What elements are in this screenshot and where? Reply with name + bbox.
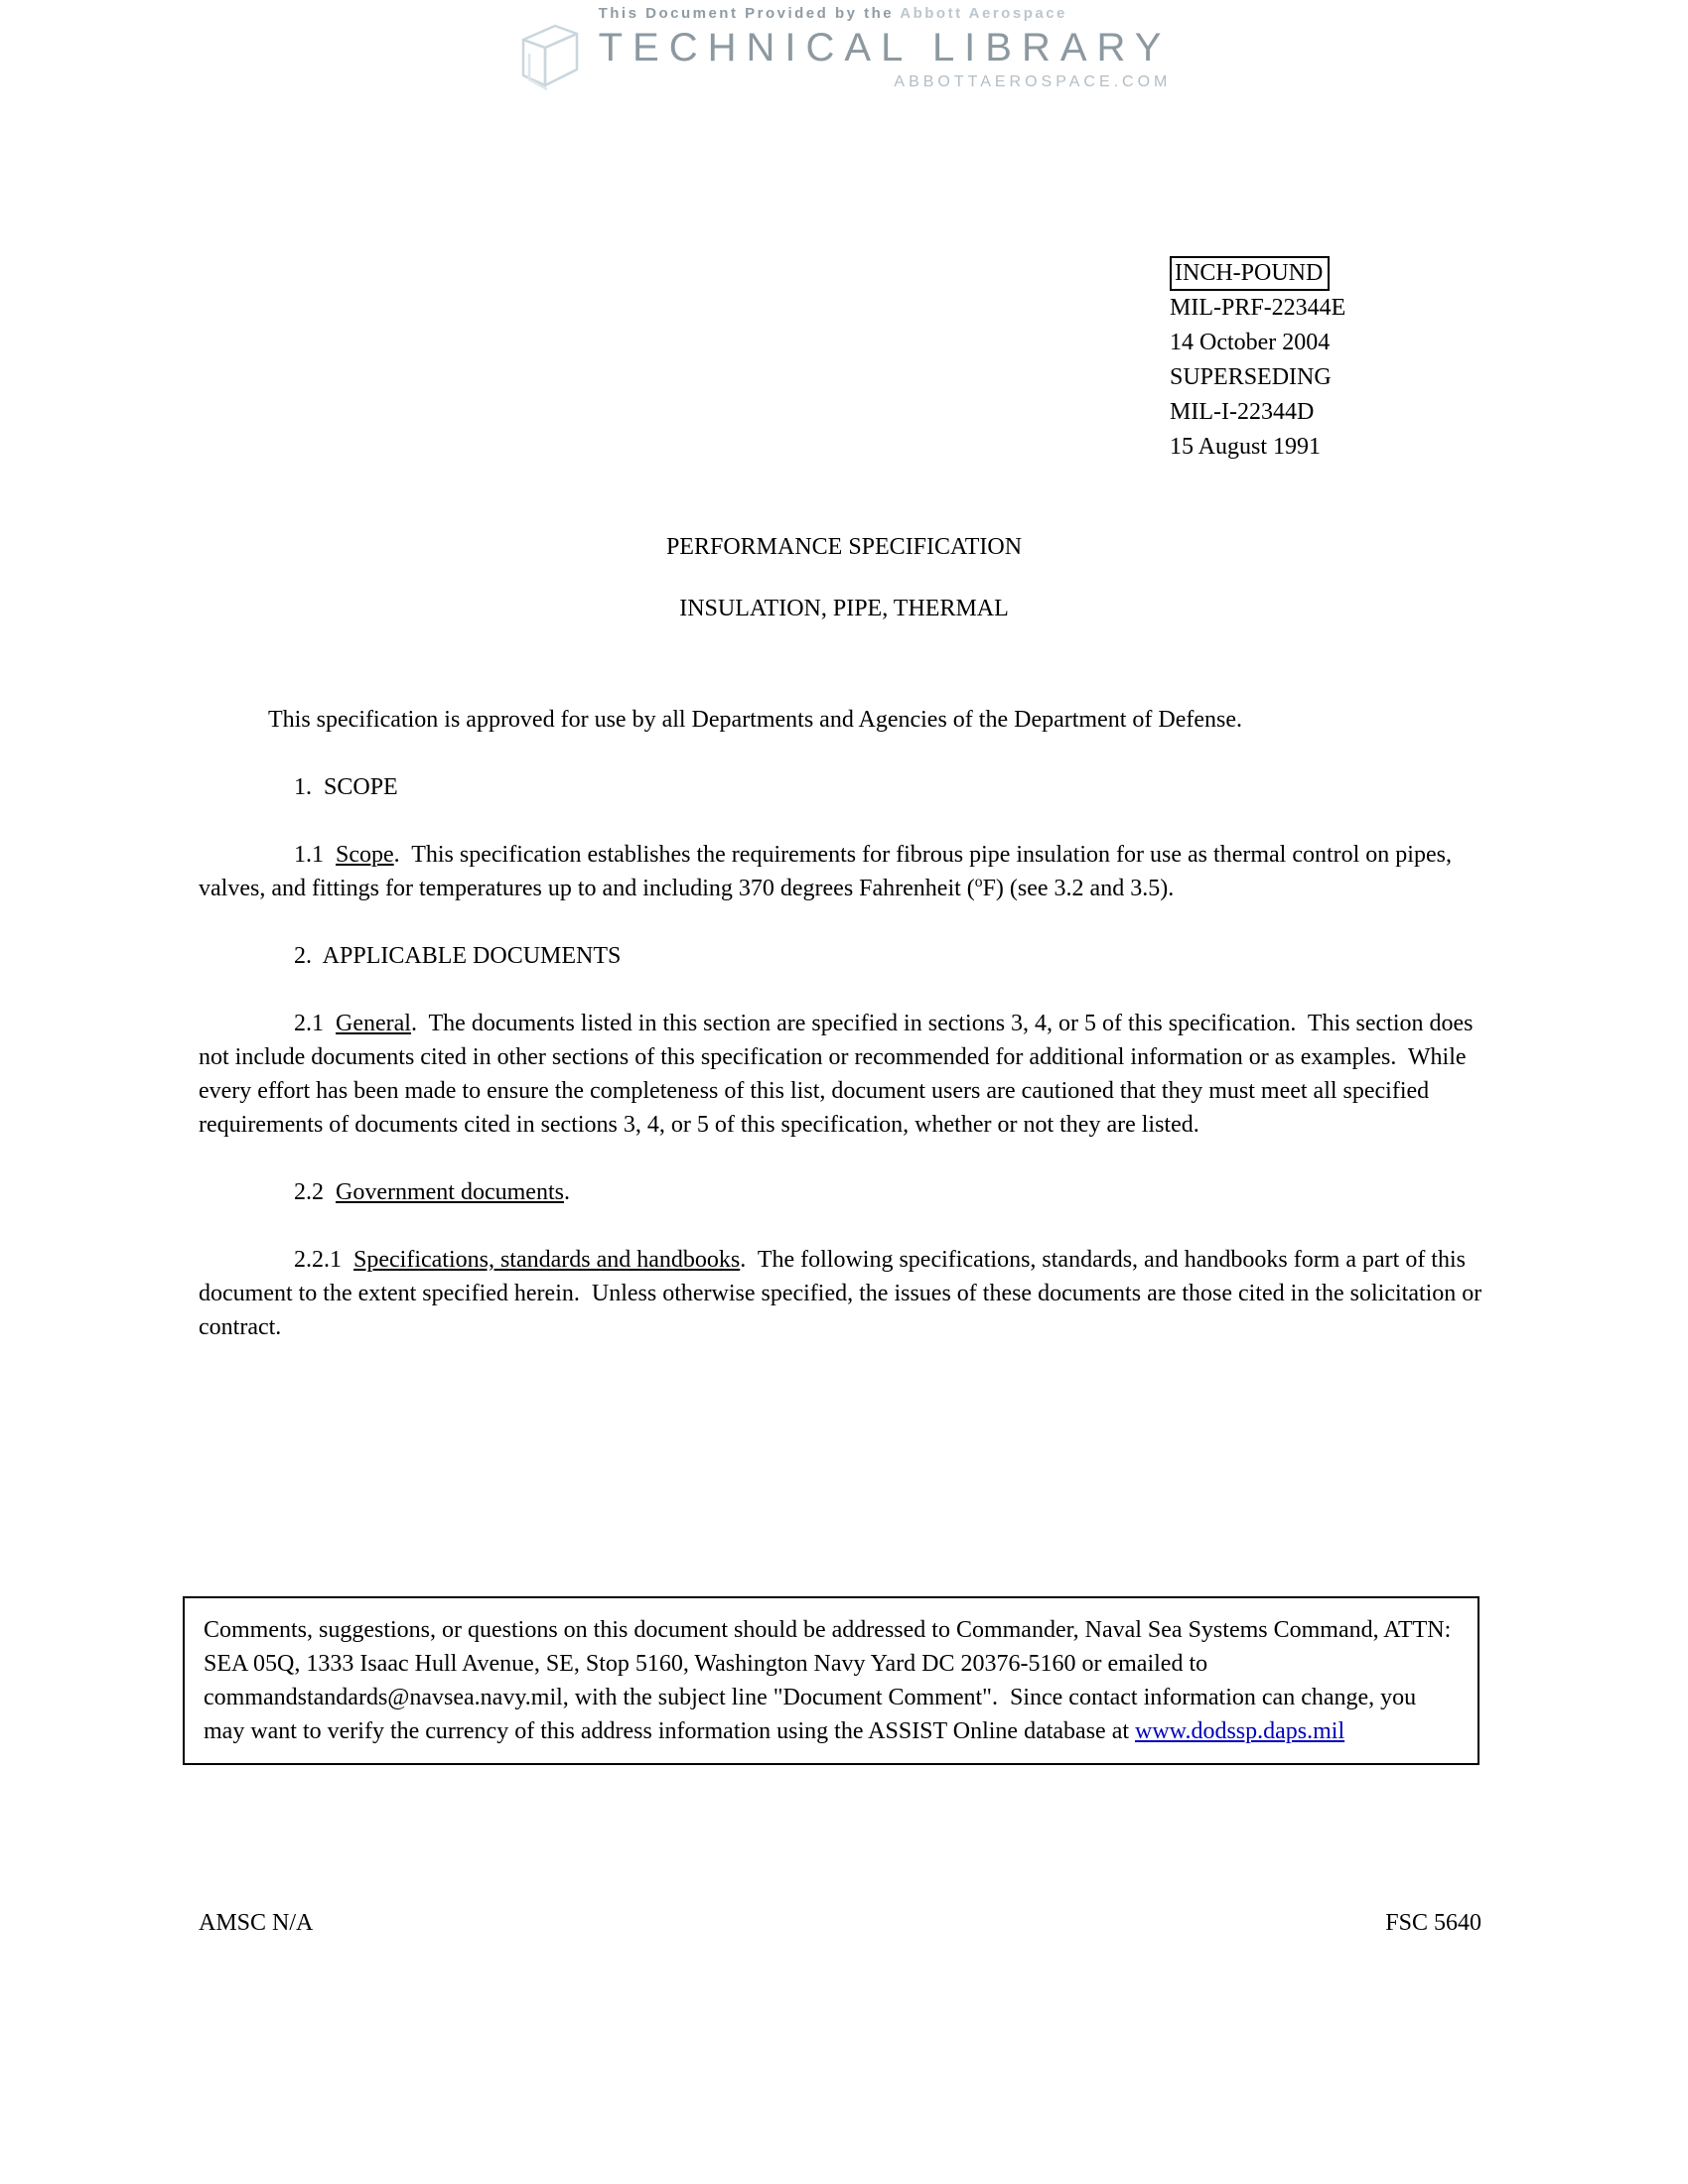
para-1-1-number: 1.1 (294, 842, 336, 868)
para-2-1-number: 2.1 (294, 1011, 336, 1036)
spec-subtitle: INSULATION, PIPE, THERMAL (679, 596, 1009, 621)
section-2-heading: 2. APPLICABLE DOCUMENTS (294, 943, 622, 969)
para-2-2-1-number: 2.2.1 (294, 1247, 353, 1273)
para-2-2-number: 2.2 (294, 1179, 336, 1205)
para-2-2 (199, 1175, 1489, 1209)
superseded-doc-date: 15 August 1991 (1170, 434, 1322, 460)
dodssp-link[interactable]: www.dodssp.daps.mil (1135, 1718, 1345, 1744)
inch-pound-box: INCH-POUND (1170, 256, 1330, 291)
para-1-1-lead: Scope (336, 842, 394, 868)
para-2-2-lead: Government documents (336, 1179, 564, 1205)
comment-box (183, 1596, 1479, 1765)
title-block (0, 530, 1688, 625)
comment-text: Comments, suggestions, or questions on this document should be addressed to Commander, Naval Sea Systems Command, ATTN: SEA 05Q, 1333 Isaac Hull Avenue, SE, Stop 5160, Washington Navy Yard DC 20376-5160 or emailed to commandstandards@navsea.navy.mil, with the subject line "Document Comment". Since contact information can change, you may want to verify the currency of this address information using the ASSIST Online database at (204, 1617, 1458, 1744)
para-2-2-text: . (563, 1179, 570, 1205)
watermark-provided-text: This Document Provided by the (598, 5, 901, 22)
abbott-wordmark (599, 4, 1172, 93)
watermark-provided-line (599, 4, 1067, 24)
para-1-1 (199, 838, 1489, 905)
section-1-heading: 1. SCOPE (294, 774, 398, 800)
para-2-1-lead: General (336, 1011, 411, 1036)
watermark-brand-text: Abbott Aerospace (900, 5, 1067, 22)
doc-id-block (1170, 256, 1345, 465)
footer-fsc: FSC 5640 (1385, 1910, 1481, 1936)
superseded-doc-number: MIL-I-22344D (1170, 399, 1315, 425)
page-footer (199, 1906, 1481, 1940)
doc-date: 14 October 2004 (1170, 330, 1331, 355)
degree-superscript: o (974, 874, 983, 890)
footer-amsc: AMSC N/A (199, 1910, 314, 1936)
para-2-1-text: . The documents listed in this section are specified in sections 3, 4, or 5 of this specification. This section does not include documents cited in other sections of this specification or recommended for additional information or as examples. While every effort has been made to ensure the completeness of this list, document users are cautioned that they must meet all specified requirements of documents cited in sections 3, 4, or 5 of this specification, whether or not they are listed. (199, 1011, 1479, 1138)
para-2-1 (199, 1007, 1489, 1142)
abbott-url-text: ABBOTTAEROSPACE.COM (894, 73, 1172, 90)
approval-statement: This specification is approved for use by all Departments and Agencies of the Department of Defense. (268, 707, 1243, 733)
spec-title: PERFORMANCE SPECIFICATION (665, 534, 1023, 560)
para-1-1-text: . This specification establishes the requirements for fibrous pipe insulation for use as thermal control on pipes, valves, and fittings for temperatures up to and including 370 degrees Fahrenheit ( (199, 842, 1458, 901)
abbott-logo-icon (517, 14, 583, 111)
para-2-2-1-text: . The following specifications, standards, and handbooks form a part of this document to the extent specified herein. Unless otherwise specified, the issues of these documents are those cited in the solicitation or contract. (199, 1247, 1488, 1340)
para-2-2-1 (199, 1243, 1489, 1344)
superseding-label: SUPERSEDING (1170, 364, 1332, 390)
body-text (199, 703, 1489, 1378)
para-1-1-text-end: F) (see 3.2 and 3.5). (982, 876, 1175, 901)
abbott-watermark (0, 4, 1688, 111)
doc-number: MIL-PRF-22344E (1170, 295, 1346, 321)
technical-library-wordmark: TECHNICAL LIBRARY (598, 26, 1172, 69)
para-2-2-1-lead: Specifications, standards and handbooks (353, 1247, 741, 1273)
